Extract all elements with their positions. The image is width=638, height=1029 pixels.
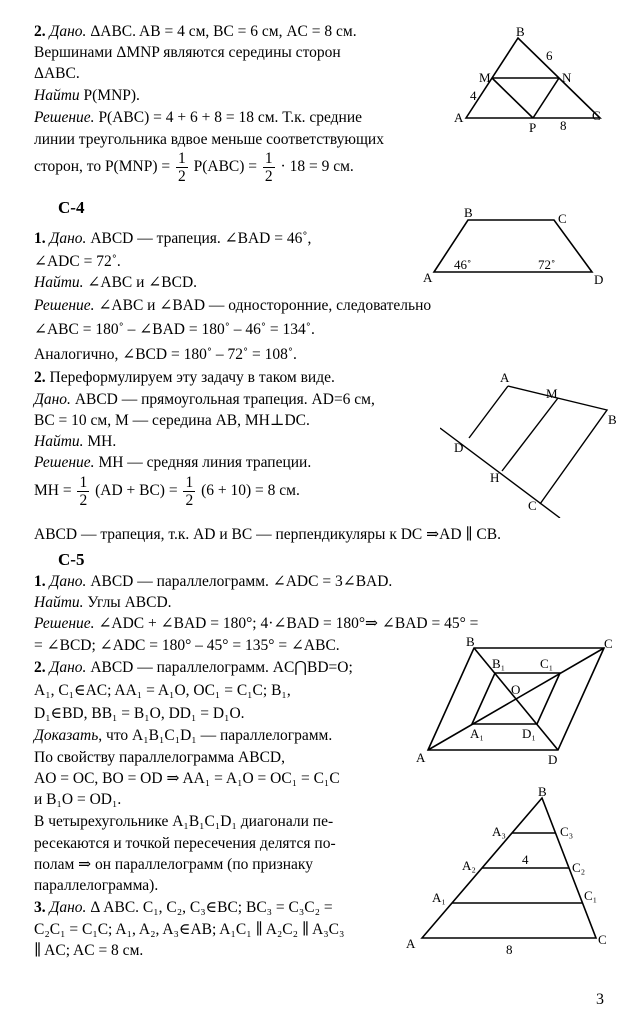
c5-p2-line-5: По свойству параллелограмма ABCD, [34, 749, 285, 766]
c4-p2-line-3: BC = 10 см, M — середина AB, MH⊥DC. [34, 412, 310, 429]
c5-p2-line-2: A₁, C₁∈AC; AA₁ = A₁O, OC₁ = C₁C; B₁, [34, 682, 291, 699]
solution-text: P(ABC) = 4 + 6 + 8 = 18 см. Т.к. средние [94, 109, 363, 126]
given-text: ΔABC. AB = 4 см, BC = 6 см, AC = 8 см. [86, 23, 357, 40]
triangle-parallels-figure [404, 786, 620, 958]
c5-p2-line-4: Доказать, что A₁B₁C₁D₁ — параллелограмм. [34, 727, 333, 744]
label-c3: C₃ [560, 824, 574, 839]
c4-p1-line-3: Найти. ∠ABC и ∠BCD. [34, 274, 198, 291]
c4-p1-line-1: 1. Дано. ABCD — трапеция. ∠BAD = 46˚, [34, 230, 312, 247]
c5-p1-line-2: Найти. Углы ABCD. [34, 594, 172, 611]
given-label: Дано. [49, 23, 87, 40]
fraction-half: $\frac{1}{2}$ [177, 150, 186, 185]
page-number: 3 [596, 991, 604, 1008]
p2-line-5 [34, 108, 362, 128]
c4-p2-line-7: ABCD — трапеция, т.к. AD и BC — перпендикуляры к DC ⇒AD ∥ CB. [34, 526, 501, 543]
label-ac: 8 [560, 118, 567, 133]
label-o: O [511, 682, 521, 697]
label-h: H [490, 470, 500, 485]
c5-p2-line-1: 2. Дано. ABCD — параллелограмм. AC⋂BD=O; [34, 659, 353, 676]
c5-p2-line-8: В четырехугольнике A₁B₁C₁D₁ диагонали пе- [34, 813, 334, 830]
c4-p2-line-1: 2. Переформулируем эту задачу в таком виде. [34, 369, 335, 386]
label-c1: C₁ [584, 888, 598, 903]
label-a: A [423, 270, 433, 285]
c4-p1-line-5: ∠ABC = 180˚ – ∠BAD = 180˚ – 46˚ = 134˚. [34, 321, 315, 338]
c5-p2-line-6: AO = OC, BO = OD ⇒ AA₁ = A₁O = OC₁ = C₁C [34, 770, 340, 787]
label-a2: A₂ [462, 858, 476, 873]
label-bc: 6 [546, 48, 553, 63]
find-label: Найти [34, 87, 80, 104]
label-d: D [454, 440, 464, 455]
c4-p1-line-4: Решение. ∠ABC и ∠BAD — односторонние, следовательно [34, 297, 432, 314]
label-b1: B₁ [492, 656, 506, 671]
c5-p2-line-7: и B₁O = OD₁. [34, 791, 122, 808]
label-c: C [592, 108, 601, 123]
label-c: C [598, 932, 607, 947]
p2-line-4 [34, 86, 140, 106]
p2-line-2: Вершинами ΔMNP являются середины сторон [34, 44, 341, 61]
angle-adc: 72˚ [538, 257, 556, 272]
fraction-half: $\frac{1}{2}$ [185, 474, 194, 509]
c5-p1-line-4: = ∠BCD; ∠ADC = 180° – 45° = 135° = ∠ABC. [34, 637, 340, 654]
label-c: C [558, 211, 567, 226]
solution-label: Решение. [34, 109, 95, 126]
label-m: M [546, 386, 558, 401]
c5-p1-line-3: Решение. ∠ADC + ∠BAD = 180°; 4·∠BAD = 180°⇒ ∠BAD = 45° = [34, 615, 479, 632]
c5-p2-line-11: параллелограмма). [34, 877, 159, 894]
p2-line-7 [34, 150, 354, 185]
trapezoid-angles-figure [420, 206, 610, 288]
label-b: B [466, 636, 475, 649]
section-title-c4: С-4 [58, 198, 85, 217]
label-ac: 8 [506, 942, 513, 957]
label-a1: A₁ [470, 726, 484, 741]
label-a2c2: 4 [522, 852, 529, 867]
label-c: C [528, 498, 537, 513]
c5-p1-line-1: 1. Дано. ABCD — параллелограмм. ∠ADC = 3∠BAD. [34, 573, 393, 590]
label-c2: C₂ [572, 860, 586, 875]
p2-line-1 [34, 22, 357, 42]
label-b: B [608, 412, 617, 427]
label-d: D [594, 272, 604, 287]
c5-p3-line-3: ∥ AC; AC = 8 см. [34, 942, 144, 959]
find-text: P(MNP). [79, 87, 140, 104]
problem-number: 2. [34, 23, 50, 40]
p2-line-3: ΔABC. [34, 65, 80, 82]
label-b: B [538, 786, 547, 799]
label-a: A [500, 370, 510, 385]
label-a: A [454, 110, 464, 125]
c4-p2-line-5: Решение. MH — средняя линия трапеции. [34, 454, 312, 471]
label-d1: D₁ [522, 726, 536, 741]
label-n: N [562, 70, 572, 85]
triangle-midpoints-figure [450, 24, 610, 136]
fraction-half: $\frac{1}{2}$ [264, 150, 273, 185]
right-trapezoid-figure [440, 368, 620, 518]
label-b: B [516, 24, 525, 39]
c5-p2-line-9: ресекаются и точкой пересечения делятся по- [34, 835, 336, 852]
c4-p1-line-6: Аналогично, ∠BCD = 180˚ – 72˚ = 108˚. [34, 346, 297, 363]
c4-p2-line-4: Найти. MH. [34, 433, 117, 450]
label-b: B [464, 206, 473, 220]
c4-p2-line-2: Дано. ABCD — прямоугольная трапеция. AD=6 см, [34, 391, 375, 408]
fraction-half: $\frac{1}{2}$ [79, 474, 88, 509]
angle-bad: 46˚ [454, 257, 472, 272]
label-p: P [529, 120, 537, 135]
label-a: A [406, 936, 416, 951]
formula-part: сторон, то P(MNP) = [34, 158, 171, 176]
c4-p1-line-2: ∠ADC = 72˚. [34, 253, 121, 270]
label-a1: A₁ [432, 890, 446, 905]
parallelogram-figure [412, 636, 620, 766]
c5-p2-line-10: полам ⇒ он параллелограмм (по признаку [34, 856, 313, 873]
label-ab: 4 [470, 88, 477, 103]
label-m: M [479, 70, 491, 85]
formula-part: P(ABC) = [193, 158, 258, 176]
c5-p2-line-3: D₁∈BD, BB₁ = B₁O, DD₁ = D₁O. [34, 705, 245, 722]
c5-p3-line-1: 3. Дано. Δ ABC. C₁, C₂, C₃∈BC; BC₃ = C₃C₂ = [34, 899, 333, 916]
label-c: C [604, 636, 613, 651]
label-a3: A₃ [492, 824, 506, 839]
section-title-c5: С-5 [58, 550, 85, 569]
formula-part: · 18 = 9 см. [280, 158, 354, 176]
c5-p3-line-2: C₂C₁ = C₁C; A₁, A₂, A₃∈AB; A₁C₁ ∥ A₂C₂ ∥ A₃C₃ [34, 921, 345, 938]
c4-p2-line-6: MH = $\frac{1}{2}$ (AD + BC) = $\frac{1}{2}$ (6 + 10) = 8 см. [34, 474, 300, 509]
label-c1: C₁ [540, 656, 554, 671]
label-d: D [548, 752, 558, 766]
label-a: A [416, 750, 426, 765]
p2-line-6: линии треугольника вдвое меньше соответствующих [34, 131, 384, 148]
